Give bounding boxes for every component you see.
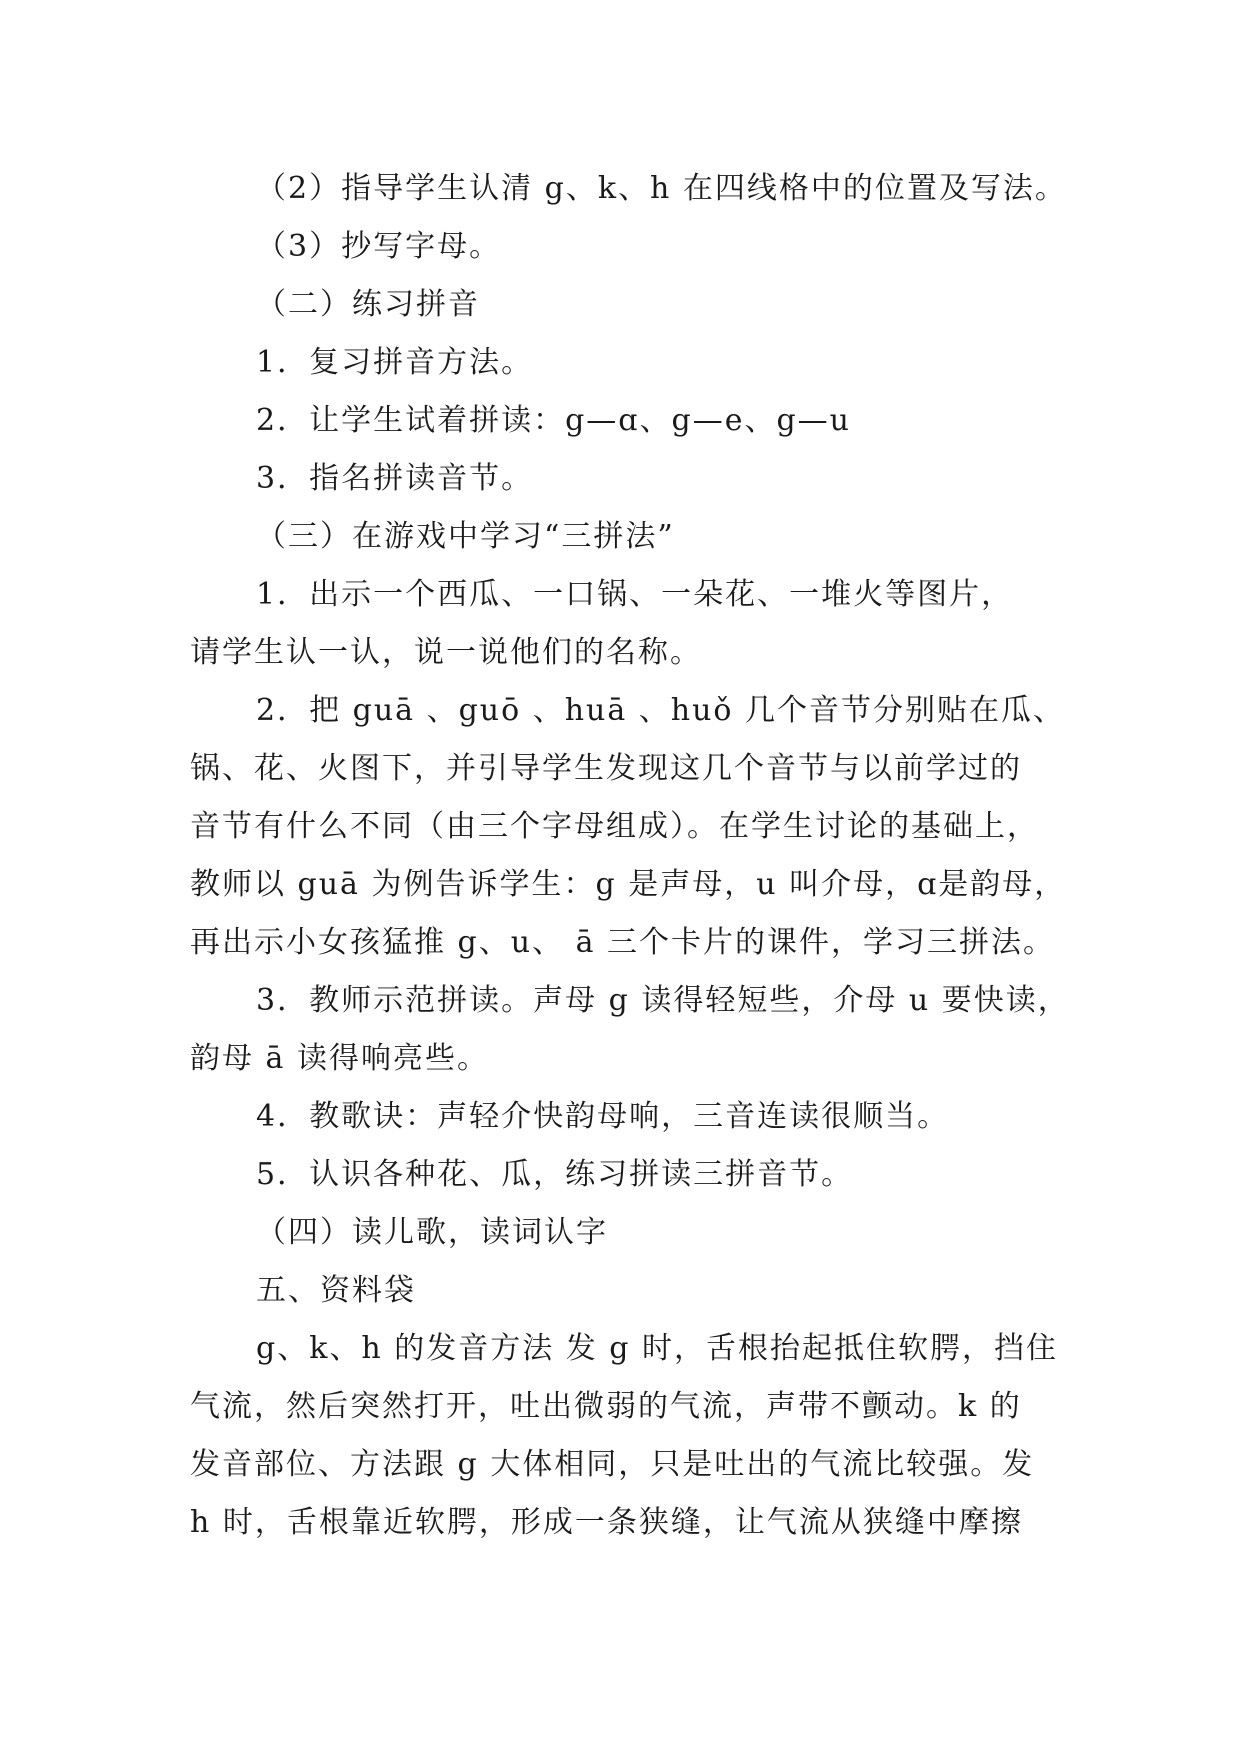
- paragraph-line: 3．教师示范拼读。声母 g 读得轻短些，介母 u 要快读，: [256, 983, 1070, 1018]
- paragraph-line: 2．把 guā 、guō 、huā 、huǒ 几个音节分别贴在瓜、: [256, 693, 1065, 728]
- paragraph-line: （2）指导学生认清 g、k、h 在四线格中的位置及写法。: [256, 171, 1067, 206]
- paragraph-line: 5．认识各种花、瓜，练习拼读三拼音节。: [256, 1157, 854, 1192]
- section-heading: （四）读儿歌，读词认字: [256, 1215, 608, 1250]
- section-heading: （三）在游戏中学习“三拼法”: [256, 519, 675, 554]
- paragraph-line: 韵母 ā 读得响亮些。: [190, 1041, 489, 1076]
- paragraph-line: 发音部位、方法跟 g 大体相同，只是吐出的气流比较强。发: [190, 1447, 1035, 1482]
- paragraph-line: 4．教歌诀：声轻介快韵母响，三音连读很顺当。: [256, 1099, 950, 1134]
- document-body: [190, 160, 1070, 1552]
- paragraph-line: 锅、花、火图下，并引导学生发现这几个音节与以前学过的: [190, 751, 1022, 786]
- paragraph-line: 气流，然后突然打开，吐出微弱的气流，声带不颤动。k 的: [190, 1389, 1022, 1424]
- section-heading: （二）练习拼音: [256, 287, 480, 322]
- paragraph-line: 3．指名拼读音节。: [256, 461, 534, 496]
- paragraph-line: 1．复习拼音方法。: [256, 345, 534, 380]
- paragraph-line: （3）抄写字母。: [256, 229, 502, 264]
- paragraph-line: 请学生认一认，说一说他们的名称。: [190, 635, 702, 670]
- paragraph-line: 教师以 guā 为例告诉学生：g 是声母，u 叫介母，ɑ是韵母，: [190, 867, 1067, 902]
- paragraph-line: 1．出示一个西瓜、一口锅、一朵花、一堆火等图片，: [256, 577, 1014, 612]
- paragraph-line: h 时，舌根靠近软腭，形成一条狭缝，让气流从狭缝中摩擦: [190, 1505, 1023, 1540]
- paragraph-line: g、k、h 的发音方法 发 g 时，舌根抬起抵住软腭，挡住: [256, 1331, 1059, 1366]
- section-heading: 五、资料袋: [256, 1273, 416, 1308]
- paragraph-line: 2．让学生试着拼读：g—ɑ、g—e、g—u: [256, 403, 851, 438]
- paragraph-line: 音节有什么不同（由三个字母组成）。在学生讨论的基础上，: [190, 809, 1039, 844]
- paragraph-line: 再出示小女孩猛推 g、u、 ā 三个卡片的课件，学习三拼法。: [190, 925, 1056, 960]
